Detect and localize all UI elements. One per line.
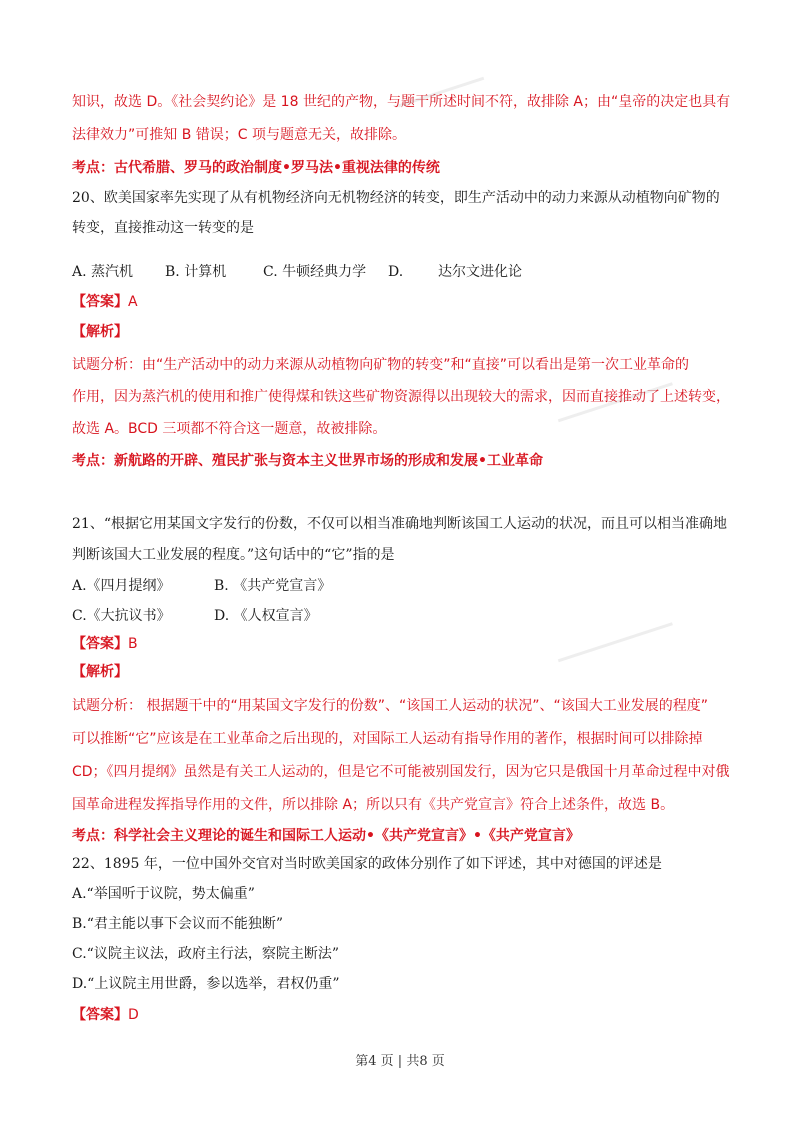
analysis-line: 知识，故选 D。《社会契约论》是 18 世纪的产物，与题干所述时间不符，故排除 A；由“皇帝的决定也具有 <box>72 94 731 110</box>
watermark-mark <box>398 77 493 132</box>
option-c: C.《大抗议书》 <box>72 608 171 624</box>
question-stem: 判断该国大工业发展的程度。”这句话中的“它”指的是 <box>72 547 395 563</box>
kaodian-line: 考点：科学社会主义理论的诞生和国际工人运动•《共产党宣言》•《共产党宣言》 <box>72 828 580 844</box>
option-d: D.“上议院主用世爵，参以选举，君权仍重” <box>72 976 340 992</box>
option-d-text: 达尔文进化论 <box>438 264 522 280</box>
jiexi-tag: 【解析】 <box>72 664 128 680</box>
answer-tag: 【答案】 <box>72 1007 128 1023</box>
option-c: C. 牛顿经典力学 <box>263 264 367 280</box>
option-d-label: D. <box>388 264 404 280</box>
question-stem: 21、“根据它用某国文字发行的份数，不仅可以相当准确地判断该国工人运动的状况，而且可以相当准确地 <box>72 516 727 532</box>
page-footer: 第4 页 | 共8 页 <box>355 1054 445 1069</box>
option-a: A. 蒸汽机 <box>72 264 134 280</box>
answer-line <box>72 1005 139 1025</box>
answer-line <box>72 292 138 312</box>
question-stem: 22、1895 年，一位中国外交官对当时欧美国家的政体分别作了如下评述，其中对德国的评述是 <box>72 856 662 872</box>
answer-line <box>72 634 138 654</box>
option-a: A.“举国听于议院，势太偏重” <box>72 886 255 902</box>
answer-tag: 【答案】 <box>72 636 128 652</box>
analysis-line: 作用，因为蒸汽机的使用和推广使得煤和铁这些矿物资源得以出现较大的需求，因而直接推动了上述转变， <box>72 389 730 405</box>
answer-value: B <box>128 636 138 652</box>
answer-tag: 【答案】 <box>72 294 128 310</box>
analysis-line: 可以推断“它”应该是在工业革命之后出现的，对国际工人运动有指导作用的著作，根据时间可以排除掉 <box>72 731 703 747</box>
analysis-line: 国革命进程发挥指导作用的文件，所以排除 A；所以只有《共产党宣言》符合上述条件，故选 B。 <box>72 797 675 813</box>
option-a: A.《四月提纲》 <box>72 578 171 594</box>
jiexi-tag: 【解析】 <box>72 324 128 340</box>
option-b: B.“君主能以事下会议而不能独断” <box>72 916 284 932</box>
option-c: C.“议院主议法，政府主行法，察院主断法” <box>72 946 339 962</box>
question-stem: 转变，直接推动这一转变的是 <box>72 220 254 236</box>
answer-value: D <box>128 1007 139 1023</box>
option-b: B. 《共产党宣言》 <box>214 578 332 594</box>
kaodian-line: 考点：古代希腊、罗马的政治制度•罗马法•重视法律的传统 <box>72 160 440 176</box>
analysis-line: CD；《四月提纲》虽然是有关工人运动的，但是它不可能被别国发行，因为它只是俄国十月革命过程中对俄 <box>72 764 730 780</box>
option-d: D. 《人权宣言》 <box>214 608 318 624</box>
analysis-line: 故选 A。BCD 三项都不符合这一题意，故被排除。 <box>72 421 387 437</box>
analysis-line: 试题分析：由“生产活动中的动力来源从动植物向矿物的转变”和“直接”可以看出是第一次工业革命的 <box>72 357 690 373</box>
watermark-mark <box>558 622 682 690</box>
answer-value: A <box>128 294 138 310</box>
analysis-line: 法律效力”可推知 B 错误；C 项与题意无关，故排除。 <box>72 127 406 143</box>
analysis-line: 试题分析： 根据题干中的“用某国文字发行的份数”、“该国工人运动的状况”、“该国大工业发展的程度” <box>72 698 708 714</box>
question-stem: 20、欧美国家率先实现了从有机物经济向无机物经济的转变，即生产活动中的动力来源从动植物向矿物的 <box>72 190 720 206</box>
kaodian-line: 考点：新航路的开辟、殖民扩张与资本主义世界市场的形成和发展•工业革命 <box>72 453 543 469</box>
option-b: B. 计算机 <box>165 264 227 280</box>
